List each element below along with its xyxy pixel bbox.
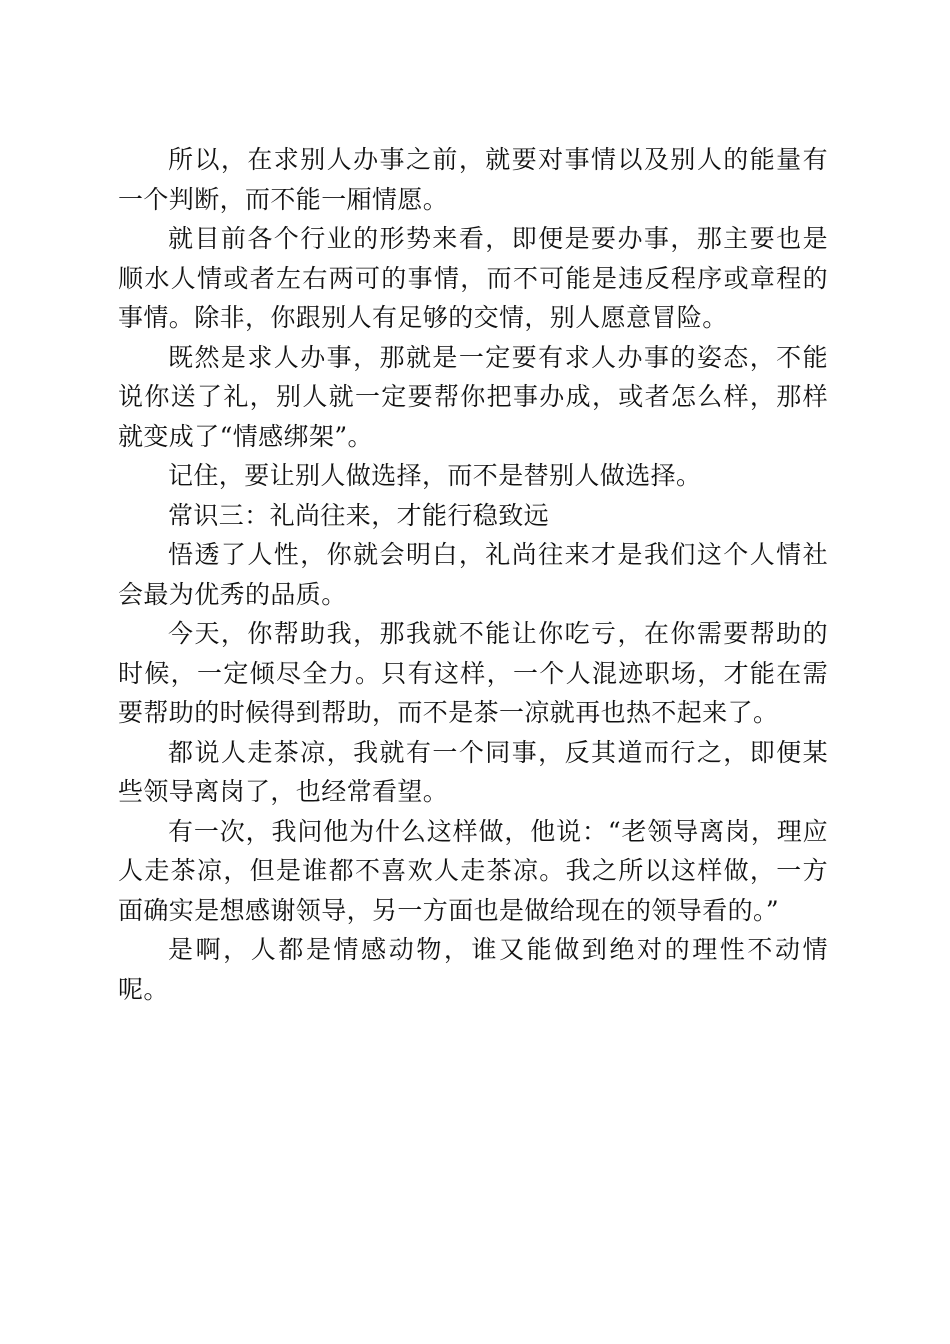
paragraph-8: 有一次，我问他为什么这样做，他说：“老领导离岗，理应人走茶凉，但是谁都不喜欢人走茶凉。我之所以这样做，一方面确实是想感谢领导，另一方面也是做给现在的领导看的。” [118,816,828,925]
paragraph-5: 悟透了人性，你就会明白，礼尚往来才是我们这个人情社会最为优秀的品质。 [118,540,828,609]
paragraph-2: 就目前各个行业的形势来看，即便是要办事，那主要也是顺水人情或者左右两可的事情，而不可能是违反程序或章程的事情。除非，你跟别人有足够的交情，别人愿意冒险。 [118,224,828,332]
paragraph-1: 所以，在求别人办事之前，就要对事情以及别人的能量有一个判断，而不能一厢情愿。 [118,145,828,214]
paragraph-7: 都说人走茶凉，我就有一个同事，反其道而行之，即便某些领导离岗了，也经常看望。 [118,737,828,806]
paragraph-3: 既然是求人办事，那就是一定要有求人办事的姿态，不能说你送了礼，别人就一定要帮你把事办成，或者怎么样，那样就变成了“情感绑架”。 [118,342,828,451]
paragraph-4: 记住，要让别人做选择，而不是替别人做选择。 [168,461,702,490]
document-body [118,140,828,1009]
paragraph-9: 是啊，人都是情感动物，谁又能做到绝对的理性不动情呢。 [118,935,828,1004]
section-heading: 常识三：礼尚往来，才能行稳致远 [168,500,550,530]
paragraph-6: 今天，你帮助我，那我就不能让你吃亏，在你需要帮助的时候，一定倾尽全力。只有这样，一个人混迹职场，才能在需要帮助的时候得到帮助，而不是茶一凉就再也热不起来了。 [118,619,828,727]
